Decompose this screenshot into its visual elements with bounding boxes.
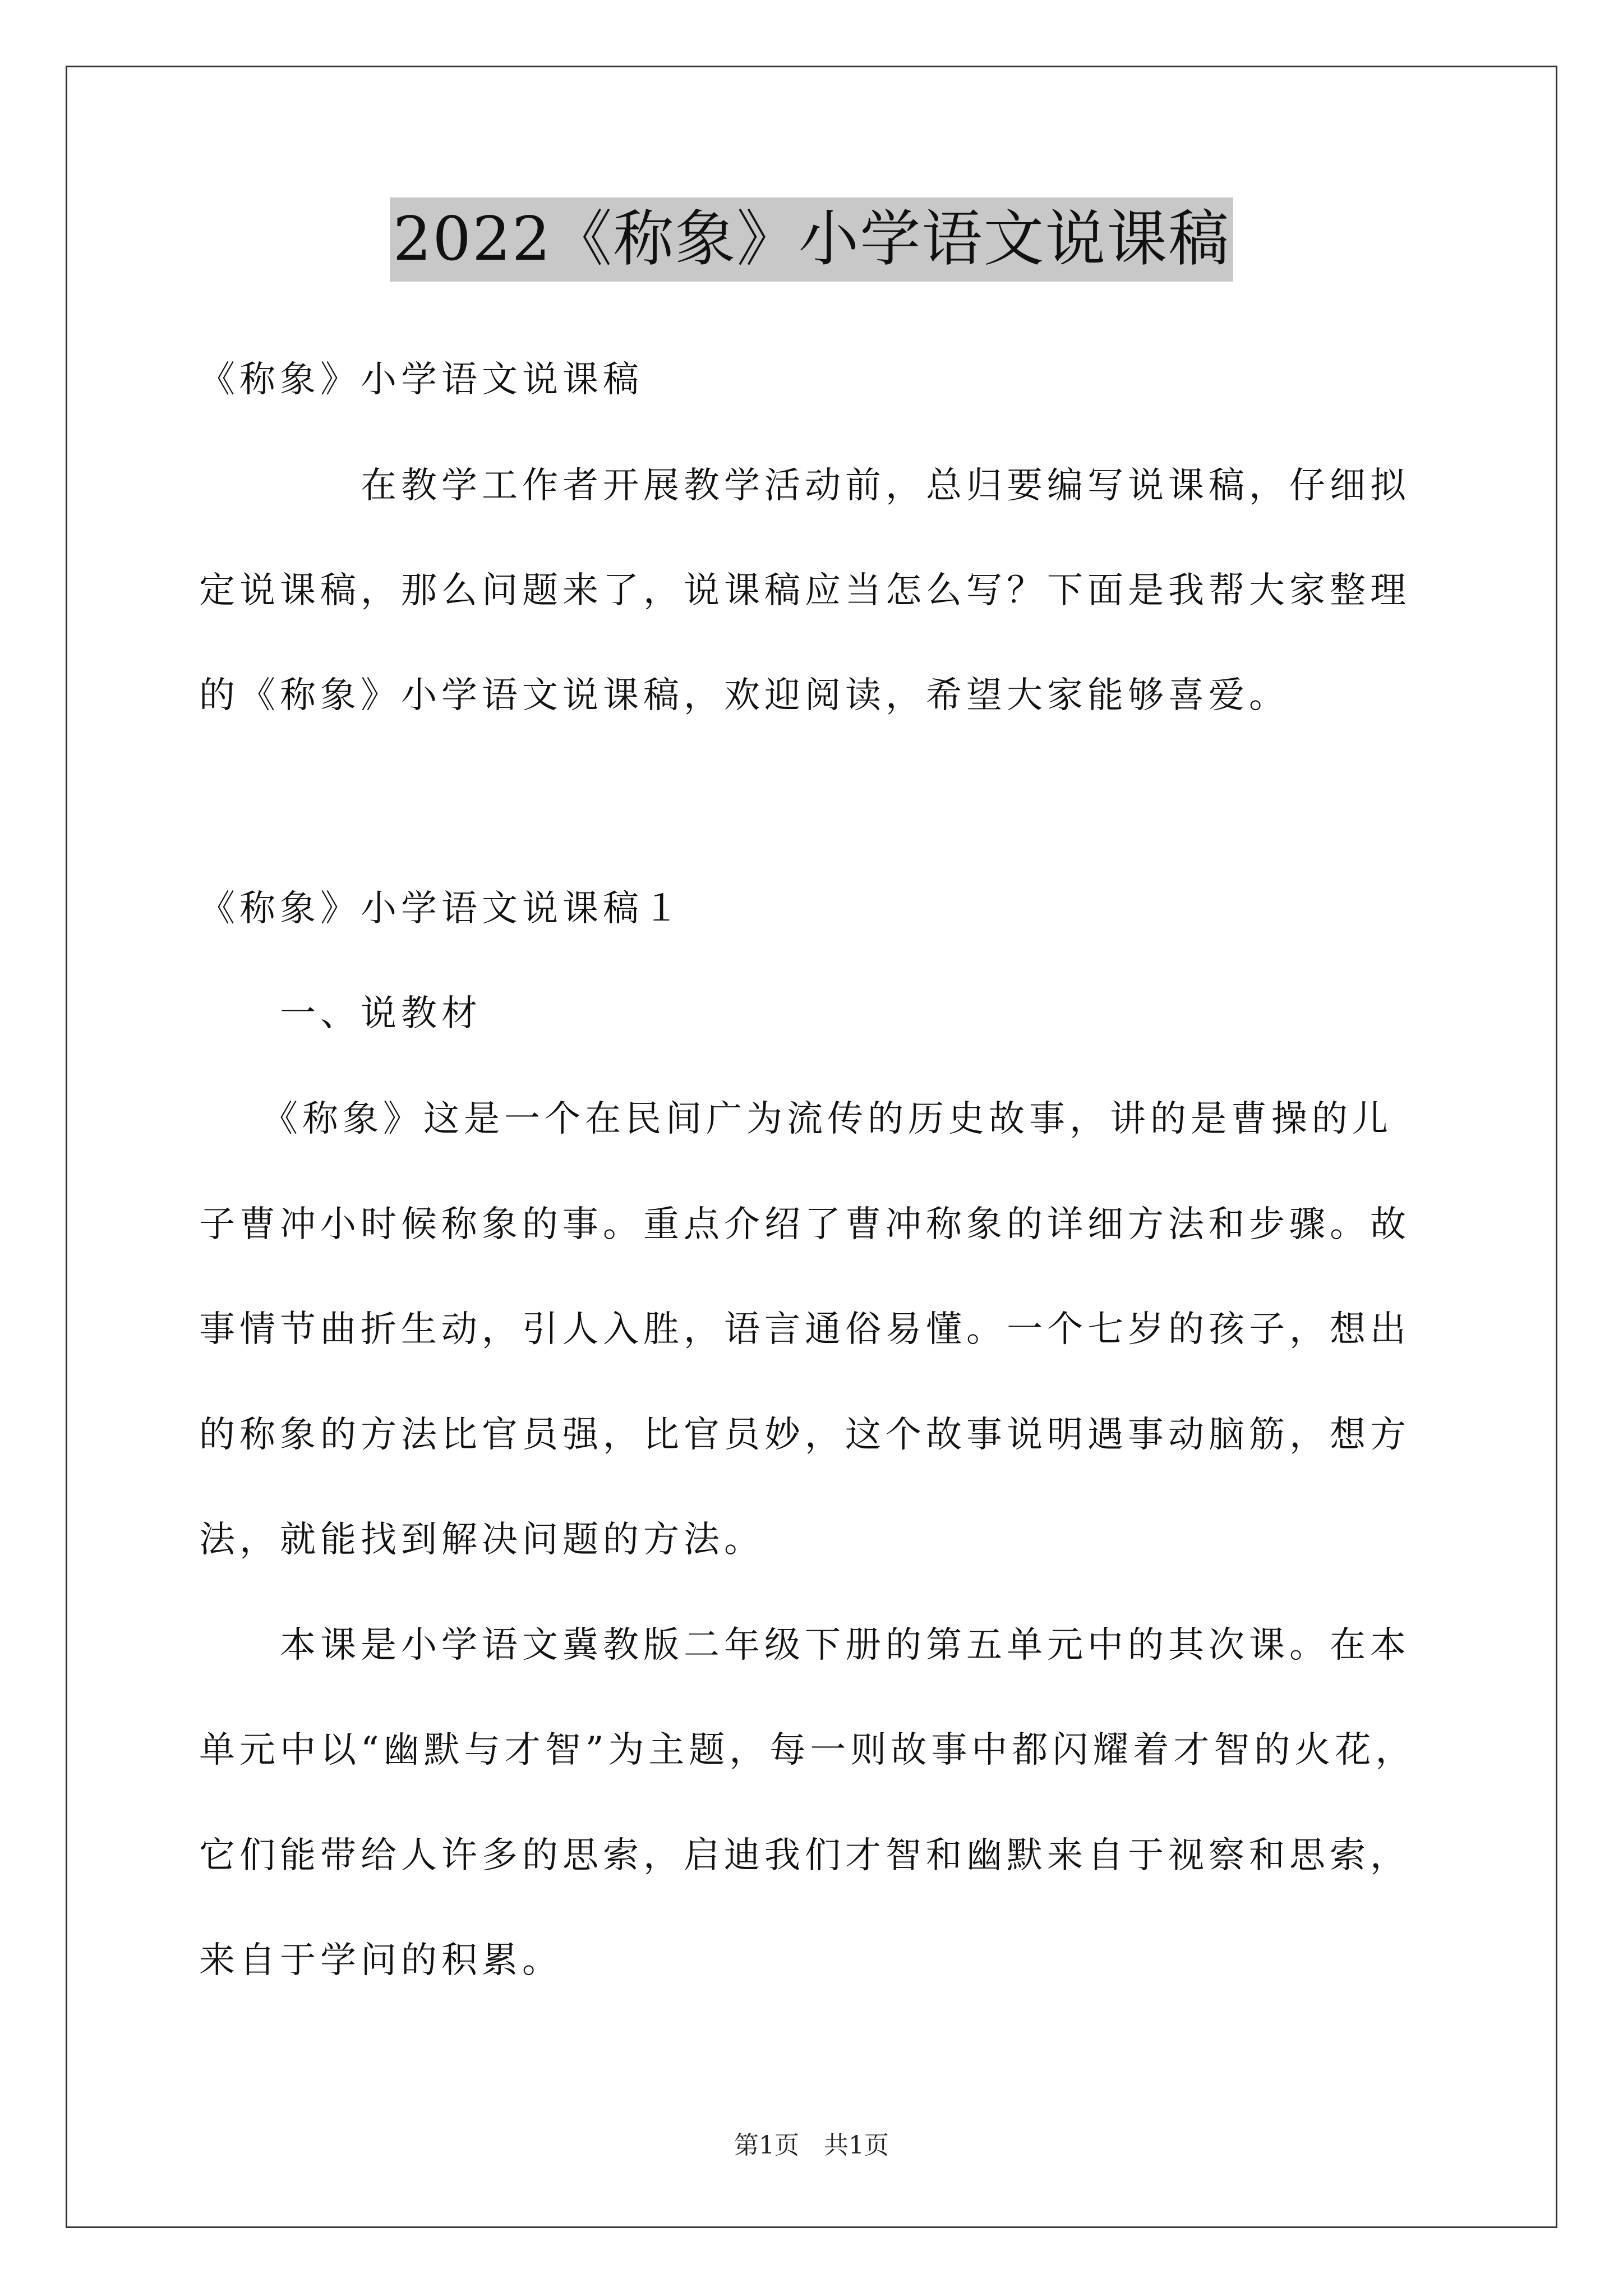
paragraph-line: 在教学工作者开展教学活动前，总归要编写说课稿，仔细拟 [199,465,1410,507]
paragraph-line: 来自于学问的积累。 [199,1940,562,1981]
paragraph-line: 它们能带给人许多的思索，启迪我们才智和幽默来自于视察和思索， [199,1835,1410,1876]
subtitle: 《称象》小学语文说课稿 [199,359,643,401]
paragraph-line: 的称象的方法比官员强，比官员妙，这个故事说明遇事动脑筋，想方 [199,1414,1410,1456]
title-container [0,197,1623,282]
page-footer: 第1页 共1页 [734,2131,889,2160]
paragraph-line: 单元中以“幽默与才智”为主题，每一则故事中都闪耀着才智的火花， [199,1729,1416,1771]
section-heading: 《称象》小学语文说课稿１ [199,888,684,930]
paragraph-line: 法，就能找到解决问题的方法。 [199,1519,764,1561]
document-title: 2022《称象》小学语文说课稿 [390,197,1234,282]
paragraph-line: 子曹冲小时候称象的事。重点介绍了曹冲称象的详细方法和步骤。故 [199,1204,1410,1245]
paragraph-line: 的《称象》小学语文说课稿，欢迎阅读，希望大家能够喜爱。 [199,675,1289,716]
paragraph-line: 事情节曲折生动，引人入胜，语言通俗易懂。一个七岁的孩子，想出 [199,1309,1410,1350]
subsection-heading: 一、说教材 [199,993,482,1034]
paragraph-line: 本课是小学语文冀教版二年级下册的第五单元中的其次课。在本 [199,1625,1410,1666]
paragraph-line: 定说课稿，那么问题来了，说课稿应当怎么写？下面是我帮大家整理 [199,570,1410,611]
paragraph-line: 《称象》这是一个在民间广为流传的历史故事，讲的是曹操的儿 [199,1098,1393,1140]
